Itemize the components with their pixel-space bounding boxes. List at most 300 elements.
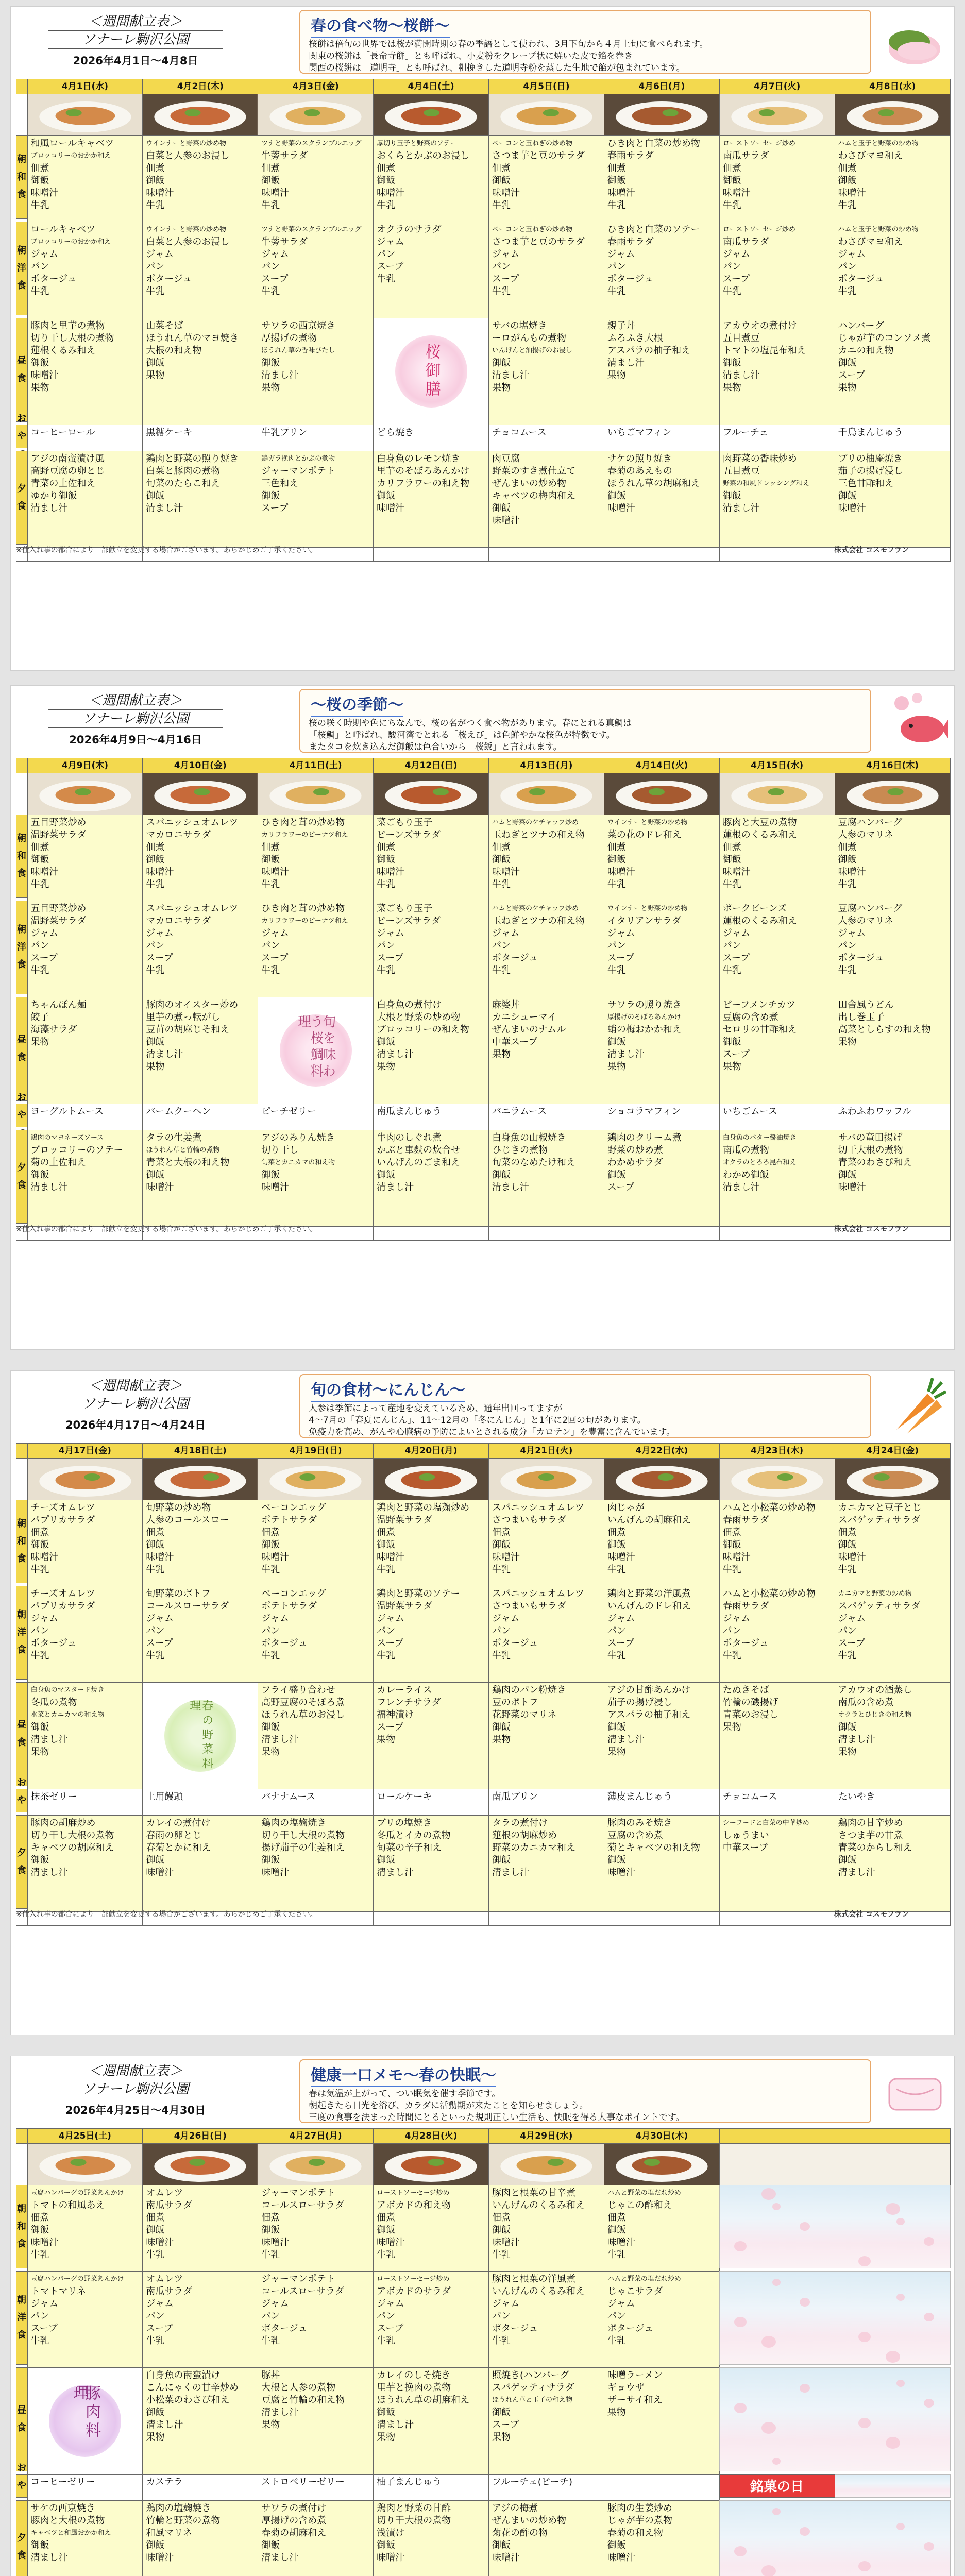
menu-table — [16, 1443, 950, 1925]
menu-item: 清まし汁 — [30, 2552, 68, 2563]
menu-item: 鶏肉の塩麹焼き — [261, 1817, 327, 1828]
menu-item: ほうれん草の胡麻和え — [607, 478, 700, 489]
menu-item: 牛乳 — [492, 285, 511, 297]
menu-item: オクラのとろろ昆布和え — [722, 1158, 797, 1166]
topic-box — [299, 2059, 871, 2123]
menu-item: 牛乳 — [261, 199, 280, 211]
menu-item: 鶏肉の甘辛炒め — [838, 1817, 903, 1828]
menu-item: サワラの西京焼き — [261, 320, 336, 331]
menu-item: 野菜の和風ドレッシング和え — [722, 479, 810, 487]
menu-cell — [488, 2500, 604, 2576]
menu-item: コールスローサラダ — [261, 2285, 345, 2297]
menu-item: 果物 — [146, 369, 165, 381]
menu-item: 佃煮 — [377, 2212, 396, 2223]
meal-label-char: 朝 — [17, 2294, 26, 2306]
menu-item: 御飯 — [607, 175, 626, 186]
menu-item: パン — [607, 2310, 626, 2321]
dish-photo — [27, 2143, 143, 2185]
blossom-petal-icon — [896, 2218, 905, 2225]
menu-cell — [258, 318, 374, 425]
menu-item: 味噌汁 — [492, 187, 520, 198]
blossom-petal-icon — [858, 2418, 871, 2428]
menu-cell — [373, 1682, 489, 1789]
company-name: 株式会社 コスモフラン — [834, 1225, 909, 1233]
menu-item: パン — [261, 2310, 280, 2321]
meal-label-lunch — [16, 2367, 28, 2471]
menu-item: 大根の和え物 — [146, 345, 202, 356]
menu-table — [16, 2128, 950, 2576]
snack-cell — [835, 425, 951, 451]
dish-photo-icon — [489, 1459, 604, 1500]
menu-item: 大根と野菜の炒め物 — [377, 1011, 461, 1023]
menu-item: スープ — [146, 952, 173, 963]
menu-item: アカウオの酒蒸し — [838, 1684, 912, 1696]
meal-label-char: や — [17, 1794, 26, 1806]
menu-item: 佃煮 — [607, 2212, 626, 2223]
menu-cell — [27, 1815, 143, 1912]
menu-item: 南瓜サラダ — [146, 2199, 193, 2211]
menu-cell — [835, 997, 951, 1104]
menu-item: ジャム — [838, 1613, 866, 1624]
menu-item: 菊花の酢の物 — [492, 2527, 548, 2538]
menu-cell — [258, 2500, 374, 2576]
menu-item: 味噌汁 — [607, 502, 635, 514]
menu-item: 牛乳 — [146, 1564, 165, 1575]
menu-item: 佃煮 — [261, 162, 280, 174]
menu-item: 果物 — [30, 1036, 49, 1047]
menu-cell — [142, 2500, 258, 2576]
blossom-decoration — [835, 2367, 951, 2471]
menu-cell — [27, 997, 143, 1104]
meal-label-char: 食 — [17, 372, 26, 384]
menu-item: 御飯 — [377, 490, 396, 501]
menu-item: 清まし汁 — [607, 1734, 645, 1745]
meal-label-char: 食 — [17, 189, 26, 200]
menu-item: スープ — [261, 502, 289, 514]
dish-photo-icon — [28, 2144, 143, 2185]
menu-item: 御飯 — [607, 854, 626, 865]
menu-item: 高野豆腐の卵とじ — [30, 465, 105, 477]
menu-item: 果物 — [838, 1036, 857, 1047]
menu-item: ジャム — [377, 927, 404, 939]
menu-item: アスパラの柚子和え — [607, 345, 691, 356]
menu-item: ベーコンエッグ — [261, 1502, 326, 1513]
menu-item: 清まし汁 — [146, 2419, 183, 2430]
dish-photo-icon — [258, 2144, 373, 2185]
menu-item: 清まし汁 — [722, 502, 760, 514]
dish-photo-icon — [143, 94, 258, 135]
menu-item: 佃煮 — [838, 162, 857, 174]
dish-photo — [258, 773, 374, 815]
menu-item: 春菊のあえもの — [607, 465, 672, 477]
menu-item: 牛乳 — [146, 199, 165, 211]
date-range: 2026年4月1日～4月8日 — [73, 55, 198, 67]
menu-item: 黒糖ケーキ — [146, 427, 193, 438]
topic-line: 「桜鯛」と呼ばれ、駿河湾でとれる「桜えび」は色鮮やかな桜色が特徴です。 — [309, 730, 615, 740]
menu-item: 御飯 — [30, 1169, 49, 1180]
menu-item: ひじきの煮物 — [492, 1144, 548, 1156]
menu-item: じゃこの酢和え — [607, 2199, 672, 2211]
menu-item: アボカドの和え物 — [377, 2199, 451, 2211]
menu-item: 御飯 — [838, 1539, 857, 1550]
menu-item: たぬきそば — [722, 1684, 769, 1696]
menu-cell — [604, 2367, 720, 2475]
menu-item: 牛乳 — [377, 1650, 396, 1661]
menu-item: 御飯 — [607, 1169, 626, 1180]
menu-item: イタリアンサラダ — [607, 915, 681, 926]
menu-item: ローストソーセージ炒め — [377, 2189, 450, 2197]
topic-line: 4～7月の「春夏にんじん」、11～12月の「冬にんじん」と1年に2回の旬があります。 — [309, 1415, 646, 1426]
menu-item: 味噌汁 — [377, 187, 405, 198]
snack-cell — [488, 1104, 604, 1130]
menu-item: 御飯 — [607, 1036, 626, 1047]
topic-box — [299, 10, 871, 74]
meal-label-dinner — [16, 2500, 28, 2576]
menu-item: いんげんの胡麻和え — [607, 1514, 691, 1526]
menu-item: パン — [722, 261, 741, 272]
menu-item: 中華スープ — [722, 1842, 768, 1853]
dish-photo-icon — [28, 94, 143, 135]
footnote: ※仕入れ事の都合により一部献立を変更する場合がございます。あらかじめご了承ください。 — [16, 1225, 317, 1233]
menu-item: 佃煮 — [838, 841, 857, 853]
menu-item: パン — [492, 1625, 511, 1636]
menu-item: パン — [607, 261, 626, 272]
menu-item: スープ — [838, 1637, 865, 1649]
menu-item: ジャム — [30, 1613, 59, 1624]
menu-item: 味噌汁 — [261, 1181, 290, 1193]
menu-item: 牛乳 — [607, 1564, 626, 1575]
menu-cell — [142, 2185, 258, 2272]
menu-item: 味噌汁 — [146, 1551, 174, 1563]
menu-item: ローストソーセージ炒め — [377, 2275, 450, 2283]
dish-photo — [488, 2143, 604, 2185]
blossom-petal-icon — [858, 2332, 871, 2342]
menu-item: ジャム — [492, 1613, 520, 1624]
special-lunch-cell — [27, 2367, 143, 2475]
sheet-header — [11, 2056, 954, 2126]
topic-line: 関東の桜餅は「長命寺餅」とも呼ばれ、小麦粉をクレープ状に焼いた皮で餡を巻き — [309, 51, 633, 61]
menu-item: 白菜と豚肉の煮物 — [146, 465, 221, 477]
menu-item: スパニッシュオムレツ — [146, 817, 239, 828]
menu-item: 小松菜のわさび和え — [146, 2394, 230, 2405]
menu-item: アジの梅煮 — [492, 2502, 538, 2514]
menu-item: カニカマと豆子とじ — [838, 1502, 922, 1513]
menu-cell — [258, 1682, 374, 1789]
footnote: ※仕入れ事の都合により一部献立を変更する場合がございます。あらかじめご了承ください。 — [16, 546, 317, 554]
dish-photo — [719, 1458, 835, 1500]
menu-item: スープ — [146, 2323, 173, 2334]
day-header: 4月8日(水) — [835, 79, 951, 94]
menu-item: 味噌汁 — [607, 2552, 635, 2563]
blossom-petal-icon — [800, 2527, 810, 2536]
day-header: 4月19日(日) — [258, 1443, 374, 1459]
menu-cell — [142, 318, 258, 425]
menu-item: タラの煮付け — [492, 1817, 548, 1828]
meal-label-char: 食 — [17, 1052, 26, 1063]
menu-item: カニシューマイ — [492, 1011, 557, 1023]
menu-item: 竹輪と野菜の煮物 — [146, 2515, 221, 2526]
sleep-pillow-icon — [881, 2058, 948, 2123]
meal-label-char: 食 — [17, 2422, 26, 2433]
menu-item: カリフラワーのピーナツ和え — [261, 831, 348, 839]
dish-photo — [373, 94, 489, 136]
meal-label-breakfast-western — [16, 901, 28, 994]
menu-item: チョコムース — [722, 1791, 777, 1802]
menu-item: 牛乳 — [30, 2335, 49, 2346]
menu-item: 牛乳 — [722, 199, 741, 211]
meal-label-snack — [16, 1092, 28, 1127]
menu-item: 牛蒡サラダ — [261, 236, 308, 247]
menu-item: 清まし汁 — [377, 2419, 414, 2430]
menu-item: 果物 — [146, 2431, 165, 2443]
meal-label-snack — [16, 1777, 28, 1812]
menu-item: 御飯 — [30, 1539, 49, 1550]
menu-item: ジャーマンポテト — [261, 2273, 335, 2284]
sheet-footer — [16, 1224, 950, 1234]
blossom-petal-icon — [924, 2237, 934, 2246]
menu-item: ジャム — [30, 927, 59, 939]
menu-cell — [488, 1130, 604, 1227]
menu-cell — [719, 815, 835, 901]
photo-row-label — [16, 773, 28, 815]
menu-item: 春雨の卵とじ — [146, 1829, 202, 1841]
menu-cell — [373, 2185, 489, 2272]
menu-item: 温野菜サラダ — [30, 915, 87, 926]
menu-item: フライ盛り合わせ — [261, 1684, 335, 1696]
menu-item: 味噌汁 — [30, 187, 59, 198]
menu-item: 牛乳 — [146, 964, 165, 976]
dish-photo-icon — [258, 1459, 373, 1500]
menu-item: 清まし汁 — [261, 2552, 299, 2563]
meal-label-char: や — [17, 430, 26, 442]
facility-name: ソナーレ駒沢公園 — [48, 1395, 223, 1413]
day-header: 4月26日(日) — [142, 2128, 258, 2144]
menu-cell — [835, 1500, 951, 1586]
menu-item: 豆腐ハンバーグの野菜あんかけ — [30, 2275, 124, 2283]
menu-item: ブロッコリーのソテー — [30, 1144, 123, 1156]
topic-body — [309, 39, 862, 74]
menu-item: どら焼き — [377, 427, 414, 438]
menu-item: 南瓜サラダ — [722, 236, 769, 247]
menu-item: スパゲッティサラダ — [838, 1514, 921, 1526]
menu-item: ブロッコリーのおかか和え — [30, 151, 111, 160]
menu-item: 豚肉のオイスター炒め — [146, 999, 239, 1010]
dish-photo-icon — [143, 2144, 258, 2185]
menu-item: 五目野菜炒め — [30, 903, 87, 914]
dish-photo-icon — [835, 773, 950, 815]
day-header: 4月29日(水) — [488, 2128, 604, 2144]
menu-cell — [604, 1682, 720, 1789]
menu-item: バニラムース — [492, 1106, 547, 1117]
menu-item: ジャム — [722, 1613, 751, 1624]
menu-item: 野菜のカニカマ和え — [492, 1842, 575, 1853]
meal-label-lunch — [16, 997, 28, 1101]
menu-item: 厚揚げの含め煮 — [261, 2515, 327, 2526]
menu-item: 牛乳 — [261, 285, 280, 297]
menu-cell — [258, 2367, 374, 2475]
menu-cell — [604, 2500, 720, 2576]
menu-item: トマトマリネ — [30, 2285, 87, 2297]
menu-item: 牛乳 — [722, 878, 741, 890]
blossom-petal-icon — [858, 2561, 871, 2571]
menu-item: 清まし汁 — [492, 1181, 529, 1193]
menu-item: ブリの塩焼き — [377, 1817, 432, 1828]
menu-cell — [258, 451, 374, 548]
week-label — [32, 13, 239, 70]
menu-item: ポタージュ — [261, 1637, 308, 1649]
menu-item: 豚肉の生姜炒め — [607, 2502, 672, 2514]
menu-item: 上用饅頭 — [146, 1791, 183, 1802]
menu-item: 牛乳 — [492, 2335, 511, 2346]
menu-item: 味噌汁 — [838, 1551, 866, 1563]
menu-item: カニカマと野菜の炒め物 — [838, 1589, 912, 1598]
menu-item: ジャーマンポテト — [261, 2187, 335, 2198]
sheet-footer — [16, 1909, 950, 1919]
menu-item: ローストソーセージ炒め — [722, 225, 796, 233]
menu-item: いんげんのくるみ和え — [492, 2285, 585, 2297]
menu-item: 白菜と人参のお浸し — [146, 236, 230, 247]
topic-title: 春の食べ物～桜餅～ — [311, 13, 450, 38]
menu-item: 春雨サラダ — [722, 1600, 769, 1612]
topic-box — [299, 689, 871, 753]
menu-item: 果物 — [492, 382, 511, 393]
menu-cell — [488, 2367, 604, 2475]
snack-cell — [258, 2474, 374, 2501]
menu-item: 切干大根の煮物 — [838, 1144, 903, 1156]
menu-item: 清まし汁 — [261, 1734, 299, 1745]
menu-item: 味噌汁 — [261, 187, 290, 198]
menu-item: 御飯 — [30, 1854, 49, 1866]
meal-label-breakfast-jp — [16, 2185, 28, 2268]
menu-item: 茄子の揚げ浸し — [838, 465, 903, 477]
meal-label-char: 食 — [17, 959, 26, 970]
menu-item: スープ — [377, 1721, 404, 1733]
menu-item: 旬野菜の炒め物 — [146, 1502, 211, 1513]
corner-cell — [16, 1443, 28, 1459]
menu-item: 御飯 — [377, 1539, 396, 1550]
menu-item: ブリの柚庵焼き — [838, 453, 903, 464]
menu-item: 牛乳 — [30, 964, 49, 976]
menu-item: 牛乳 — [377, 1564, 396, 1575]
menu-item: サバの竜田揚げ — [838, 1132, 903, 1143]
blossom-decoration — [719, 2271, 835, 2365]
menu-item: 清まし汁 — [492, 369, 529, 381]
menu-item: 豚肉と大根の煮物 — [30, 2515, 105, 2526]
menu-item: 三色和え — [261, 478, 299, 489]
day-header: 4月11日(土) — [258, 758, 374, 773]
menu-item: オクラのサラダ — [377, 224, 442, 235]
menu-item: ぜんまいの炒め物 — [492, 2515, 566, 2526]
menu-item: スパゲッティサラダ — [492, 2382, 574, 2393]
dish-photo-icon — [374, 94, 488, 135]
menu-item: 佃煮 — [146, 1527, 165, 1538]
menu-item: 青菜の土佐和え — [30, 478, 96, 489]
day-header: 4月23日(木) — [719, 1443, 835, 1459]
menu-item: 佃煮 — [607, 162, 626, 174]
day-header: 4月2日(木) — [142, 79, 258, 94]
menu-item: 御飯 — [838, 1721, 857, 1733]
menu-item: 旬菜のたらこ和え — [146, 478, 221, 489]
day-header: 4月14日(火) — [604, 758, 720, 773]
snack-cell — [604, 2474, 720, 2501]
menu-cell — [604, 1130, 720, 1227]
blossom-petal-icon — [761, 2422, 776, 2434]
menu-item: カリフラワーのピーナツ和え — [261, 917, 348, 925]
menu-item: 御飯 — [261, 357, 280, 368]
menu-item: 菜ごもり玉子 — [377, 817, 433, 828]
menu-item: サケの照り焼き — [607, 453, 672, 464]
menu-item: 白身魚の煮付け — [377, 999, 442, 1010]
menu-item: 切り干し大根の煮物 — [261, 1829, 345, 1841]
meal-label-dinner — [16, 1130, 28, 1224]
day-header: 4月20日(月) — [373, 1443, 489, 1459]
menu-cell — [258, 1586, 374, 1683]
menu-cell — [488, 318, 604, 425]
menu-item: 味噌汁 — [377, 2552, 405, 2563]
menu-item: ビーフメンチカツ — [722, 999, 796, 1010]
menu-item: アカウオの煮付け — [722, 320, 797, 331]
menu-item: チーズオムレツ — [30, 1502, 95, 1513]
topic-title: 健康一口メモ～春の快眠～ — [311, 2062, 496, 2087]
menu-item: 清まし汁 — [377, 1181, 414, 1193]
menu-item: ジャム — [377, 2298, 404, 2309]
menu-item: 蓮根のくるみ和え — [722, 829, 797, 840]
snack-cell — [258, 1789, 374, 1816]
menu-cell — [142, 1586, 258, 1683]
menu-item: じゃこサラダ — [607, 2285, 663, 2297]
special-sweets-day: 銘菓の日 — [719, 2474, 835, 2498]
menu-item: 佃煮 — [607, 841, 626, 853]
corner-cell — [16, 758, 28, 773]
menu-item: ジャム — [838, 248, 866, 260]
menu-cell — [27, 222, 143, 318]
menu-item: 鶏肉のパン粉焼き — [492, 1684, 566, 1696]
menu-item: 佃煮 — [722, 841, 741, 853]
menu-item: 御飯 — [30, 2539, 49, 2551]
menu-item: ジャム — [30, 2298, 59, 2309]
menu-item: 味噌汁 — [261, 2236, 290, 2248]
menu-item: 鶏肉のマヨネーズソース — [30, 1133, 104, 1142]
day-header: 4月7日(火) — [719, 79, 835, 94]
menu-item: 牛乳 — [377, 199, 396, 211]
meal-label-char: 食 — [17, 2550, 26, 2561]
menu-item: 味噌汁 — [492, 2552, 520, 2563]
menu-item: 水菜とカニカマの和え物 — [30, 1710, 105, 1719]
menu-item: 御飯 — [492, 175, 511, 186]
menu-item: スープ — [377, 1637, 404, 1649]
day-header — [719, 2128, 835, 2144]
menu-item: 山菜そば — [146, 320, 183, 331]
menu-cell — [488, 1586, 604, 1683]
topic-body — [309, 2088, 862, 2124]
facility-name: ソナーレ駒沢公園 — [48, 2080, 223, 2098]
menu-item: 牛乳 — [146, 2335, 165, 2346]
blossom-decoration — [719, 2367, 835, 2471]
menu-item: 果物 — [377, 2431, 396, 2443]
menu-item: 肉豆腐 — [492, 453, 520, 464]
menu-item: さつま芋の甘煮 — [838, 1829, 903, 1841]
menu-item: 味噌汁 — [492, 1551, 520, 1563]
menu-item: 蓮根の胡麻炒め — [492, 1829, 557, 1841]
day-header: 4月27日(月) — [258, 2128, 374, 2144]
dish-photo-icon — [604, 773, 719, 815]
menu-item: 牛蒡サラダ — [261, 150, 308, 161]
menu-item: 牛乳 — [838, 878, 857, 890]
menu-item: キャベツの梅肉和え — [492, 490, 575, 501]
menu-cell — [835, 1682, 951, 1789]
menu-item: パン — [261, 1625, 280, 1636]
menu-item: フルーチェ(ピーチ) — [492, 2476, 573, 2487]
